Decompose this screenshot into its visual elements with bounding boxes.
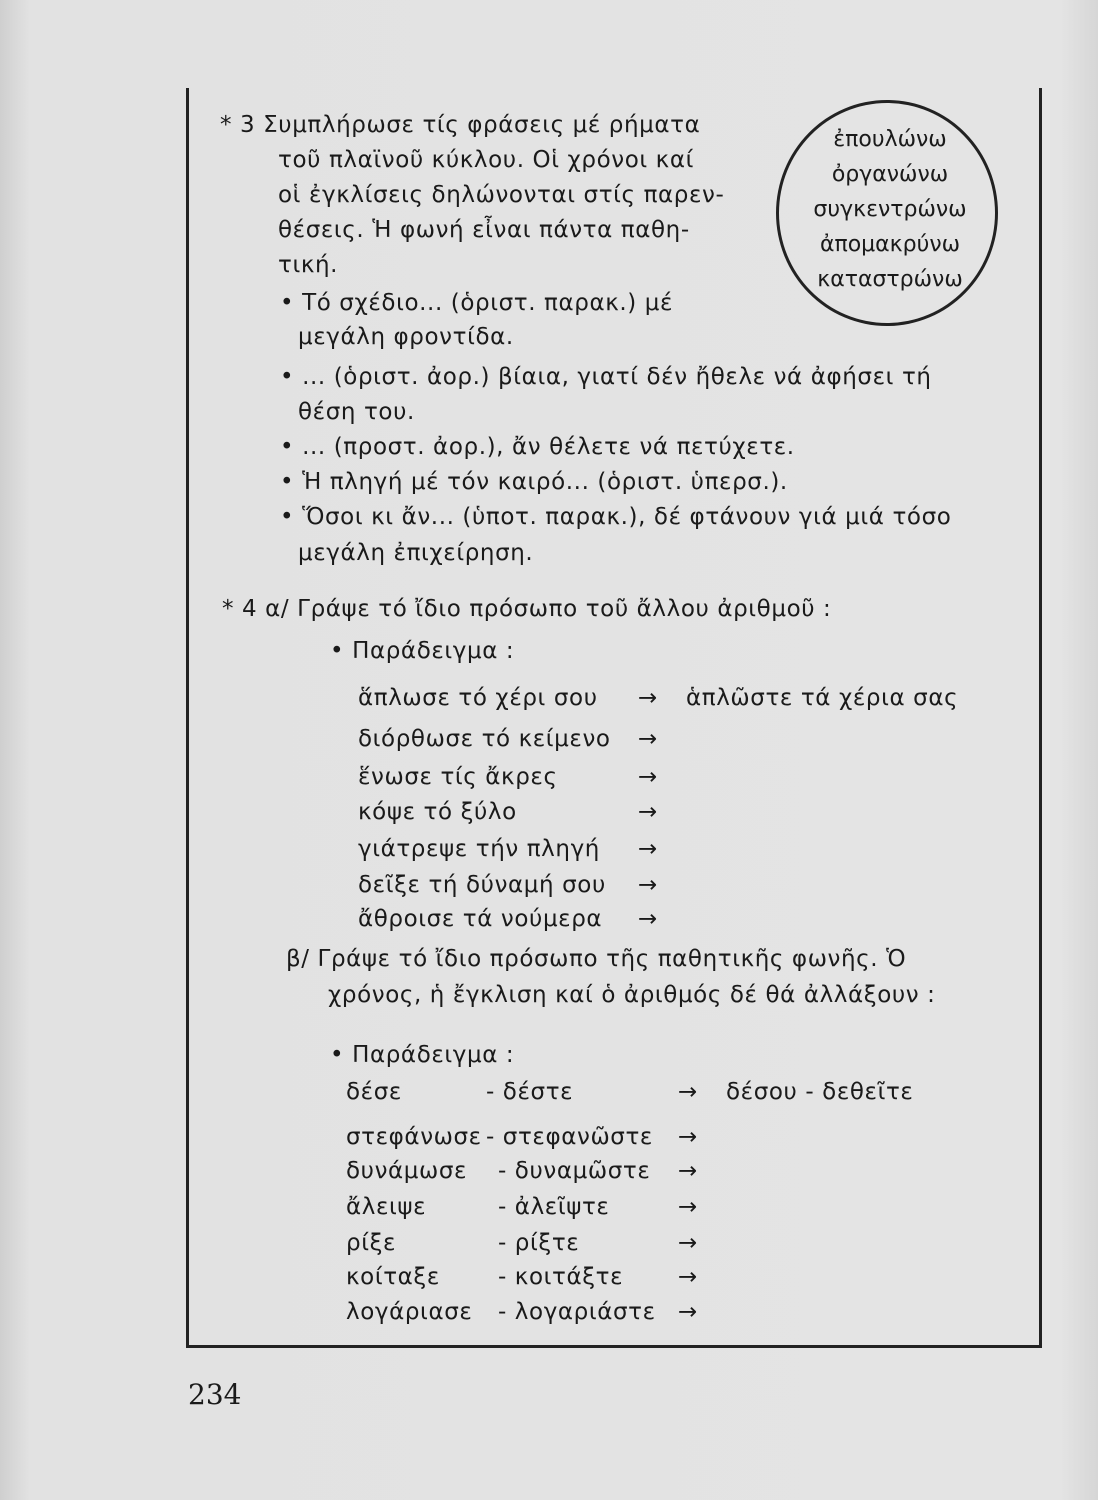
ex4a-answer: ἁπλῶστε τά χέρια σας bbox=[686, 685, 959, 711]
ex4b-sg: δέσε bbox=[346, 1079, 402, 1105]
arrow: → bbox=[678, 1158, 698, 1184]
ex4a-phrase: δεῖξε τή δύναμή σου bbox=[358, 872, 606, 898]
ex4b-sg: ἄλειψε bbox=[346, 1194, 427, 1220]
circle-word: ἀπομακρύνω bbox=[819, 232, 961, 257]
ex4b-pl: - στεφανῶστε bbox=[486, 1124, 653, 1150]
ex4a-header: * 4 α/ Γράψε τό ἴδιο πρόσωπο τοῦ ἄλλου ἀριθμοῦ : bbox=[222, 596, 832, 622]
ex4b-pl: - δέστε bbox=[486, 1079, 574, 1105]
ex3-bullet-cont: μεγάλη φροντίδα. bbox=[298, 324, 514, 350]
ex4a-phrase: γιάτρεψε τήν πληγή bbox=[358, 836, 600, 862]
arrow: → bbox=[678, 1299, 698, 1325]
ex4b-example-label: • Παράδειγμα : bbox=[330, 1042, 515, 1068]
ex4b-pl: - κοιτάξτε bbox=[498, 1264, 624, 1290]
arrow: → bbox=[638, 726, 658, 752]
ex3-bullet: • ... (προστ. ἀορ.), ἄν θέλετε νά πετύχετε. bbox=[280, 434, 795, 460]
word-circle bbox=[776, 100, 998, 326]
ex3-bullet-cont: θέση του. bbox=[298, 399, 415, 425]
ex3-bullet: • Τό σχέδιο... (ὁριστ. παρακ.) μέ bbox=[280, 290, 674, 316]
ex3-bullet: • ... (ὁριστ. ἀορ.) βίαια, γιατί δέν ἤθελε νά ἀφήσει τή bbox=[280, 364, 932, 390]
arrow: → bbox=[638, 764, 658, 790]
ex4b-pl: - δυναμῶστε bbox=[498, 1158, 651, 1184]
arrow: → bbox=[678, 1079, 698, 1105]
ex3-line: * 3 Συμπλήρωσε τίς φράσεις μέ ρήματα bbox=[220, 112, 701, 138]
ex4a-phrase: ἄθροισε τά νούμερα bbox=[358, 906, 603, 932]
ex4b-answer: δέσου - δεθεῖτε bbox=[726, 1079, 914, 1105]
ex4b-sg: κοίταξε bbox=[346, 1264, 440, 1290]
ex4b-sg: λογάριασε bbox=[346, 1299, 473, 1325]
arrow: → bbox=[638, 685, 658, 711]
circle-word: καταστρώνω bbox=[817, 267, 963, 292]
ex4b-pl: - ἀλεῖψτε bbox=[498, 1194, 610, 1220]
ex4a-example-label: • Παράδειγμα : bbox=[330, 638, 515, 664]
ex4a-phrase: κόψε τό ξύλο bbox=[358, 799, 517, 825]
arrow: → bbox=[678, 1194, 698, 1220]
ex3-line: τική. bbox=[278, 252, 339, 278]
arrow: → bbox=[638, 799, 658, 825]
circle-word: ὀργανώνω bbox=[831, 162, 949, 187]
arrow: → bbox=[638, 906, 658, 932]
ex4b-header: χρόνος, ἡ ἔγκλιση καί ὁ ἀριθμός δέ θά ἀλλάξουν : bbox=[328, 982, 936, 1008]
arrow: → bbox=[638, 872, 658, 898]
ex4b-header: β/ Γράψε τό ἴδιο πρόσωπο τῆς παθητικῆς φωνῆς. Ὁ bbox=[286, 946, 907, 972]
ex3-bullet: • Ὅσοι κι ἄν... (ὑποτ. παρακ.), δέ φτάνουν γιά μιά τόσο bbox=[280, 504, 952, 530]
arrow: → bbox=[678, 1264, 698, 1290]
ex3-bullet-cont: μεγάλη ἐπιχείρηση. bbox=[298, 540, 534, 566]
circle-word: συγκεντρώνω bbox=[813, 197, 967, 222]
ex4b-sg: ρίξε bbox=[346, 1230, 397, 1256]
ex4a-phrase: ἕνωσε τίς ἄκρες bbox=[358, 764, 558, 790]
arrow: → bbox=[638, 836, 658, 862]
ex3-line: θέσεις. Ἡ φωνή εἶναι πάντα παθη- bbox=[278, 217, 690, 243]
ex3-line: τοῦ πλαϊνοῦ κύκλου. Οἱ χρόνοι καί bbox=[278, 147, 694, 173]
ex4b-sg: δυνάμωσε bbox=[346, 1158, 468, 1184]
arrow: → bbox=[678, 1124, 698, 1150]
ex3-line: οἱ ἐγκλίσεις δηλώνονται στίς παρεν- bbox=[278, 182, 725, 208]
ex4a-phrase: διόρθωσε τό κείμενο bbox=[358, 726, 611, 752]
ex4a-phrase: ἅπλωσε τό χέρι σου bbox=[358, 685, 598, 711]
arrow: → bbox=[678, 1230, 698, 1256]
page-number: 234 bbox=[188, 1378, 242, 1411]
ex4b-pl: - λογαριάστε bbox=[498, 1299, 656, 1325]
ex4b-sg: στεφάνωσε bbox=[346, 1124, 482, 1150]
circle-word: ἐπουλώνω bbox=[833, 127, 947, 152]
ex4b-pl: - ρίξτε bbox=[498, 1230, 580, 1256]
ex3-bullet: • Ἡ πληγή μέ τόν καιρό... (ὁριστ. ὑπερσ.). bbox=[280, 469, 788, 495]
